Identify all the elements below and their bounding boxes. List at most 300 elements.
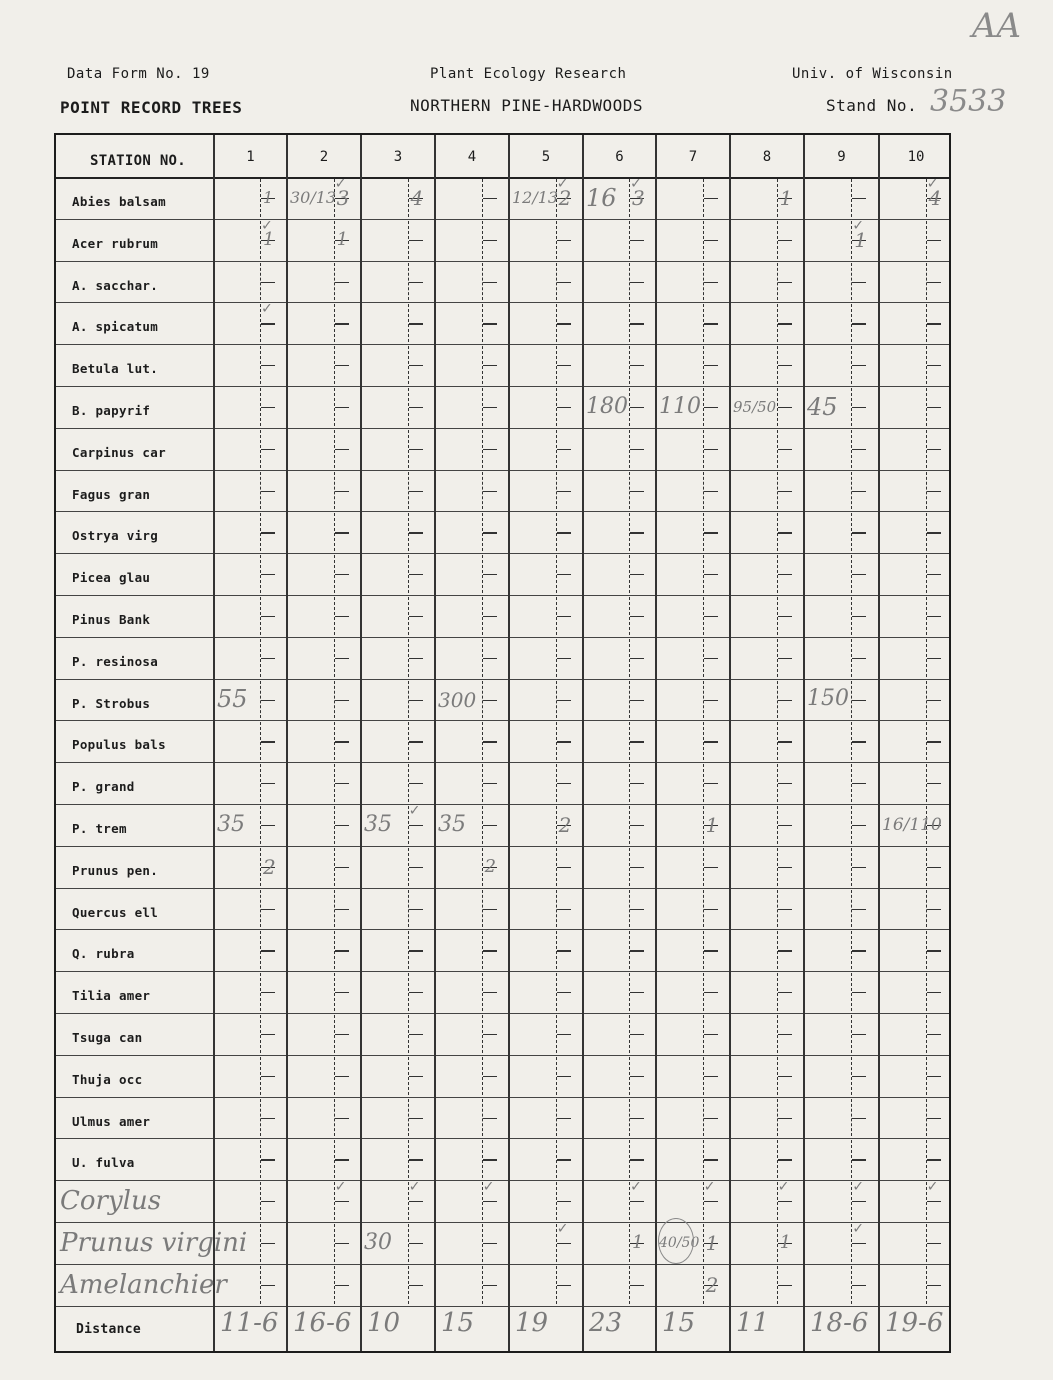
tally-tick [557,741,571,742]
tally-tick [557,365,571,366]
tally-entry: 3 [336,185,350,210]
tally-tick [630,700,644,701]
row-divider [56,1138,949,1139]
tally-entry: 2 [558,812,572,837]
tally-tick [704,532,718,533]
tally-entry: 1 [262,188,274,208]
tally-tick [483,1201,497,1202]
tally-tick [778,909,792,910]
row-divider [56,1180,949,1181]
tally-tick [704,700,718,701]
tally-entry: 1 [779,1232,792,1254]
tally-tick [927,992,941,993]
tally-tick [630,365,644,366]
row-divider [56,595,949,596]
tally-tick [852,825,866,826]
tally-tick [704,909,718,910]
tally-tick [261,449,275,450]
tally-tick [630,658,644,659]
tally-tick [335,1243,349,1244]
tally-tick [852,1076,866,1077]
tally-tick [704,741,718,742]
tally-tick [704,240,718,241]
tally-tick [778,240,792,241]
circled-entry-mark [658,1218,694,1264]
tally-tick [335,658,349,659]
species-label: Thuja occ [72,1071,143,1087]
tally-tick [335,1034,349,1035]
tally-tick [630,825,644,826]
tally-tick [778,532,792,533]
tally-tick [335,867,349,868]
species-label: B. papyrif [72,402,151,418]
tally-tick [483,198,497,199]
check-mark: ✓ [853,1218,863,1237]
tally-tick [927,700,941,701]
tally-entry: 1 [854,227,867,252]
tally-entry: 1 [631,1232,644,1254]
check-mark: ✓ [630,1176,641,1196]
tally-tick [483,909,497,910]
tally-tick [852,1159,866,1160]
tally-tick [335,491,349,492]
tally-tick [557,1076,571,1077]
tally-tick [335,574,349,575]
tally-tick [927,909,941,910]
tally-tick [483,491,497,492]
tally-tick [852,616,866,617]
tally-tick [704,574,718,575]
species-label: Abies balsam [72,193,166,209]
header-divider [56,177,949,179]
tally-tick [409,1118,423,1119]
tally-tick [704,365,718,366]
tally-tick [409,700,423,701]
row-divider [56,804,949,805]
tally-tick [630,1076,644,1077]
tally-tick [261,658,275,659]
tally-tick [557,616,571,617]
tally-tick [927,1243,941,1244]
tally-tick [630,783,644,784]
tally-tick [483,1118,497,1119]
row-divider [56,929,949,930]
tally-tick [852,658,866,659]
tally-tick [852,407,866,408]
tally-entry: 12/13 [512,188,559,208]
tally-tick [852,741,866,742]
tally-tick [335,1159,349,1160]
tally-tick [557,658,571,659]
tally-tick [335,825,349,826]
tally-tick [630,240,644,241]
tally-tick [261,783,275,784]
station-number-2: 2 [319,149,329,165]
tally-tick [630,616,644,617]
tally-tick [852,365,866,366]
tally-tick [557,240,571,241]
tally-tick [483,825,497,826]
tally-tick [630,867,644,868]
tally-tick [261,1201,275,1202]
forest-type: NORTHERN PINE-HARDWOODS [410,96,644,115]
tally-tick [778,783,792,784]
row-divider [56,344,949,345]
column-divider [878,135,880,1351]
distance-value: 18-6 [810,1307,869,1338]
tally-tick [409,616,423,617]
tally-entry: 1 [336,228,349,250]
distance-value: 11-6 [220,1307,279,1338]
tally-entry: 95/50 [733,397,777,416]
handwritten-species-label: Prunus virgini [60,1228,248,1258]
tally-tick [261,1076,275,1077]
species-label: Fagus gran [72,486,151,502]
tally-tick [704,491,718,492]
row-divider [56,637,949,638]
tally-tick [927,282,941,283]
species-label: Q. rubra [72,946,135,962]
tally-tick [409,992,423,993]
tally-tick [927,1034,941,1035]
tally-tick [483,950,497,951]
form-title: POINT RECORD TREES [60,98,243,117]
tally-tick [557,1243,571,1244]
tally-tick [704,1201,718,1202]
tally-entry: 2 [705,1272,719,1297]
distance-value: 19 [515,1307,549,1338]
tally-tick [630,1285,644,1286]
tally-tick [557,1118,571,1119]
tally-tick [261,616,275,617]
tally-entry: 2 [484,855,497,877]
tally-tick [335,950,349,951]
tally-tick [778,700,792,701]
tally-tick [852,491,866,492]
tally-tick [483,240,497,241]
tally-tick [630,491,644,492]
tally-tick [630,407,644,408]
tally-tick [778,658,792,659]
tally-entry: 3 [631,185,645,210]
species-label: A. spicatum [72,319,159,335]
tally-tick [852,1201,866,1202]
station-header: STATION NO. [90,153,187,169]
tally-tick [630,1118,644,1119]
column-divider [508,135,510,1351]
row-divider [56,1264,949,1265]
tally-tick [630,1159,644,1160]
tally-tick [852,282,866,283]
species-label: P. grand [72,779,135,795]
species-label: Populus bals [72,737,166,753]
check-mark: ✓ [409,1176,420,1196]
tally-tick [335,909,349,910]
tally-tick [409,1034,423,1035]
tally-tick [409,658,423,659]
tally-tick [483,741,497,742]
row-divider [56,219,949,220]
tally-tick [261,950,275,951]
form-number: Data Form No. 19 [67,66,210,82]
tally-tick [778,1201,792,1202]
tally-tick [261,1285,275,1286]
tally-tick [630,449,644,450]
tally-tick [852,323,866,324]
handwritten-species-label: Amelanchier [60,1269,227,1300]
tally-tick [409,449,423,450]
row-divider [56,1055,949,1056]
row-divider [56,470,949,471]
species-label: Quercus ell [72,904,159,920]
tally-tick [483,1159,497,1160]
tally-tick [852,532,866,533]
tally-tick [557,867,571,868]
tally-tick [778,1034,792,1035]
distance-value: 10 [367,1307,401,1338]
tally-entry: 40/50 [659,1234,700,1251]
tally-tick [335,783,349,784]
row-divider [56,888,949,889]
row-divider [56,1097,949,1098]
tally-tick [261,574,275,575]
tally-tick [704,1159,718,1160]
row-divider [56,1013,949,1014]
column-divider [729,135,731,1351]
column-divider [582,135,584,1351]
station-number-5: 5 [541,149,551,165]
tally-entry: 2 [262,854,276,879]
tally-tick [483,282,497,283]
distance-value: 16-6 [293,1307,352,1338]
record-table [54,133,951,1353]
tally-tick [261,282,275,283]
tally-tick [630,532,644,533]
tally-tick [630,1034,644,1035]
tally-tick [335,365,349,366]
tally-tick [557,532,571,533]
tally-tick [483,616,497,617]
tally-tick [704,282,718,283]
tally-tick [409,365,423,366]
tally-tick [557,574,571,575]
check-mark: ✓ [704,1176,715,1196]
tally-tick [704,198,718,199]
species-label: Ulmus amer [72,1113,151,1129]
tally-tick [261,532,275,533]
check-mark: ✓ [557,1218,568,1237]
tally-entry: 150 [807,686,849,712]
tally-tick [261,700,275,701]
station-number-7: 7 [688,149,698,165]
tally-tick [483,1076,497,1077]
species-label: P. trem [72,820,127,836]
tally-tick [557,282,571,283]
tally-tick [630,909,644,910]
handwritten-species-label: Corylus [60,1186,162,1217]
check-mark: ✓ [778,1176,789,1196]
distance-label: Distance [76,1321,142,1337]
tally-tick [335,282,349,283]
tally-tick [335,992,349,993]
tally-entry: 4 [928,185,942,210]
tally-tick [409,1285,423,1286]
check-mark: ✓ [335,173,346,192]
species-label: Tilia amer [72,988,151,1004]
tally-tick [335,616,349,617]
station-number-6: 6 [615,149,624,165]
check-mark: ✓ [261,214,272,234]
tally-tick [852,909,866,910]
tally-tick [852,1034,866,1035]
tally-entry: 110 [659,393,701,419]
tally-tick [483,532,497,533]
tally-tick [927,240,941,241]
tally-tick [630,282,644,283]
tally-tick [927,532,941,533]
tally-tick [630,323,644,324]
distance-value: 15 [662,1307,696,1338]
tally-tick [778,950,792,951]
distance-value: 11 [736,1307,770,1338]
tally-tick [778,741,792,742]
tally-tick [927,1159,941,1160]
tally-tick [409,909,423,910]
tally-tick [335,741,349,742]
tally-tick [335,1201,349,1202]
tally-tick [409,532,423,533]
tally-tick [557,1285,571,1286]
row-divider [56,511,949,512]
tally-entry: 4 [410,185,424,210]
stand-label: Stand No. [826,96,918,115]
tally-tick [483,1243,497,1244]
tally-tick [557,491,571,492]
tally-tick [557,1201,571,1202]
stand-number: 3533 [930,84,1007,119]
species-label: Prunus pen. [72,862,159,878]
tally-tick [409,574,423,575]
station-number-8: 8 [762,149,772,165]
column-divider [434,135,436,1351]
tally-tick [927,950,941,951]
tally-tick [778,323,792,324]
tally-tick [557,700,571,701]
tally-tick [704,323,718,324]
tally-tick [261,365,275,366]
species-label: Pinus Bank [72,611,151,627]
tally-tick [704,783,718,784]
species-label: A. sacchar. [72,277,159,293]
tally-tick [557,909,571,910]
tally-tick [409,323,423,324]
tally-tick [409,1243,423,1244]
tally-entry: 35 [364,811,392,837]
tally-tick [852,1243,866,1244]
tally-tick [557,992,571,993]
university: Univ. of Wisconsin [792,66,953,82]
check-mark: ✓ [409,800,420,819]
tally-tick [927,867,941,868]
tally-tick [261,1159,275,1160]
tally-entry: 45 [807,392,838,421]
tally-tick [630,741,644,742]
tally-tick [335,532,349,533]
tally-entry: 30/13 [290,188,337,208]
check-mark: ✓ [483,1176,494,1196]
check-mark: ✓ [853,214,863,234]
tally-tick [483,992,497,993]
tally-tick [778,867,792,868]
tally-tick [483,574,497,575]
tally-entry: 1 [705,1230,719,1255]
species-label: U. fulva [72,1155,135,1171]
tally-tick [409,240,423,241]
tally-tick [704,950,718,951]
check-mark: ✓ [261,298,272,318]
species-label: Acer rubrum [72,235,159,251]
row-divider [56,553,949,554]
tally-tick [778,574,792,575]
row-divider [56,679,949,680]
tally-tick [704,992,718,993]
tally-tick [483,323,497,324]
tally-tick [927,1076,941,1077]
station-number-1: 1 [246,149,255,165]
column-divider [213,135,215,1351]
tally-tick [557,407,571,408]
species-label: Betula lut. [72,361,159,377]
tally-tick [630,992,644,993]
tally-tick [409,407,423,408]
row-divider [56,302,949,303]
tally-tick [335,323,349,324]
distance-value: 23 [589,1307,623,1338]
tally-tick [261,407,275,408]
tally-tick [778,365,792,366]
tally-tick [927,365,941,366]
tally-tick [261,909,275,910]
tally-tick [704,1076,718,1077]
station-number-3: 3 [393,149,403,165]
tally-tick [852,992,866,993]
station-number-10: 10 [907,149,925,165]
organization: Plant Ecology Research [430,66,627,82]
tally-tick [778,825,792,826]
check-mark: ✓ [630,173,641,192]
row-divider [56,1222,949,1223]
tally-tick [261,323,275,324]
tally-tick [483,658,497,659]
tally-tick [335,1285,349,1286]
tally-tick [927,616,941,617]
tally-entry: 16/110 [882,814,942,835]
tally-tick [778,449,792,450]
species-label: Tsuga can [72,1029,143,1045]
tally-tick [483,449,497,450]
tally-tick [778,616,792,617]
tally-tick [409,950,423,951]
tally-tick [557,1159,571,1160]
row-divider [56,386,949,387]
row-divider [56,261,949,262]
tally-tick [483,783,497,784]
tally-tick [630,1201,644,1202]
tally-tick [261,825,275,826]
tally-tick [927,407,941,408]
tally-tick [409,491,423,492]
tally-tick [927,783,941,784]
